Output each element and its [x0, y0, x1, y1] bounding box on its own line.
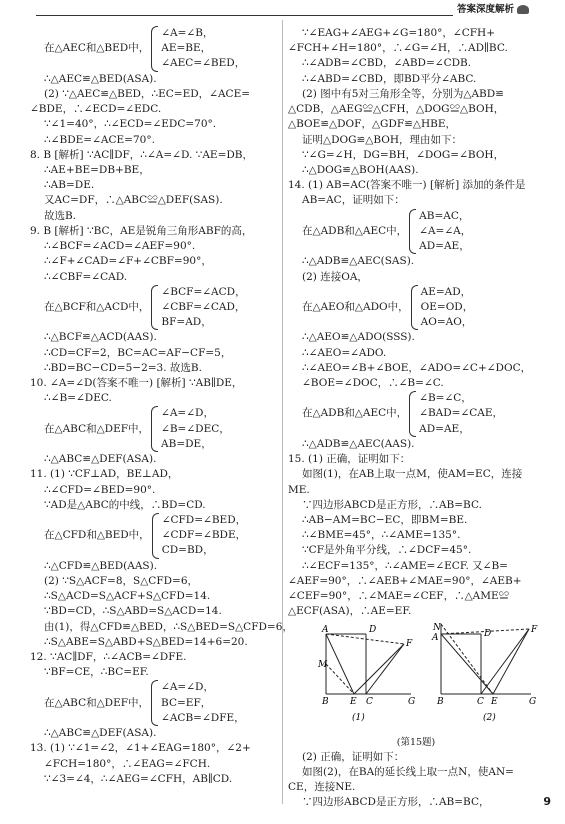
- text-line: ∴△ABC≌△DEF(ASA).: [44, 453, 157, 466]
- text-line: ∴∠BCF=∠ACD=∠AEF=90°.: [44, 240, 196, 253]
- brace: [151, 680, 158, 726]
- fig2-caption: (2): [483, 712, 496, 723]
- text-line: ∴△ADB≌△AEC(AAS).: [302, 437, 415, 450]
- fig1-label: D: [369, 624, 377, 635]
- column-divider: [282, 20, 283, 804]
- text-line: ∴∠ABD=∠CBD，即BD平分∠ABC.: [302, 72, 477, 85]
- equation-system: [30, 513, 278, 559]
- system-label: 在△ABC和△DEF中，: [44, 696, 150, 709]
- system-line: ∠CFD=∠BED，: [161, 514, 247, 526]
- fig1-cf: [366, 644, 404, 694]
- fig2-label: D: [484, 628, 492, 639]
- book-icon: [517, 5, 529, 14]
- brace: [151, 26, 158, 72]
- brace: [152, 513, 159, 559]
- text-line: ∴△ADB≌△AEC(SAS).: [302, 255, 415, 268]
- equation-system: [288, 209, 544, 255]
- system-line: AD=AE，: [419, 422, 470, 435]
- system-label: 在△ADB和△AEC中，: [302, 407, 408, 420]
- text-line: CE，连接NE.: [288, 780, 356, 793]
- text-line: ∵BD=CD，∴S△ABD=S△ACD=14.: [44, 605, 222, 618]
- text-line: ∴△DOG≌△BOH(AAS).: [302, 163, 419, 176]
- text-line: 15. (1) 正确，证明如下：: [288, 453, 411, 466]
- fig1-me: [326, 664, 354, 694]
- text-line: (2) 连接OA，: [302, 270, 368, 283]
- text-line: ∴∠CBF=∠CAD.: [44, 270, 128, 283]
- fig2-ef: [493, 629, 529, 694]
- text-line: ∴△CFD≌△BED(AAS).: [44, 559, 158, 572]
- fig2-label: B: [437, 696, 444, 707]
- fig1-label: G: [408, 696, 416, 707]
- brace: [411, 285, 418, 331]
- text-line: ∵∠1=40°，∴∠ECD=∠EDC=70°.: [44, 118, 217, 131]
- text-line: ∴S△ACD=S△ACF+S△CFD=14.: [44, 590, 211, 603]
- figure-caption: (第15题): [396, 736, 436, 748]
- system-label: 在△AEC和△BED中，: [44, 42, 150, 55]
- system-label: 在△ADB和△AEC中，: [302, 224, 408, 237]
- text-line: ∴S△ABE=S△ABD+S△BED=14+6=20.: [44, 635, 248, 648]
- system-line: AB=AC，: [419, 209, 470, 222]
- text-line: 10. ∠A=∠D(答案不唯一) [解析] ∵AB∥DE，: [30, 377, 243, 390]
- system-line: AO=AO，: [420, 316, 473, 329]
- system-line: ∠BAD=∠CAE，: [419, 407, 504, 420]
- text-line: ∴AB=DE.: [44, 179, 95, 192]
- text-line: ∵∠EAG+∠AEG+∠G=180°，∠CFH+: [302, 27, 495, 39]
- equation-system: [30, 406, 278, 452]
- system-line: ∠A=∠D，: [161, 681, 214, 694]
- text-line: 13. (1) ∵∠1=∠2，∠1+∠EAG=180°，∠2+: [30, 742, 251, 755]
- equation-system: [30, 680, 278, 726]
- system-label: 在△ABC和△DEF中，: [44, 422, 150, 435]
- text-line: ∴△AEC≌△BED(ASA).: [44, 72, 157, 85]
- text-line: ∴△BCF≌△ACD(AAS).: [44, 331, 157, 344]
- fig1-ef: [354, 644, 404, 694]
- text-line: 14. (1) AB=AC(答案不唯一) [解析] 添加的条件是: [288, 179, 526, 192]
- text-line: ∵AD是△ABC的中线，∴BD=CD.: [44, 498, 206, 511]
- text-line: ME.: [288, 483, 310, 496]
- fig1-ae: [326, 634, 354, 694]
- system-line: BC=EF，: [161, 696, 212, 709]
- system-line: ∠BCF=∠ACD，: [161, 285, 246, 298]
- fig2-label: F: [531, 624, 538, 635]
- system-line: AE=BE，: [161, 42, 212, 55]
- system-line: ∠B=∠C，: [419, 392, 472, 405]
- equation-system: [288, 285, 544, 331]
- text-line: ∠FCH+∠H=180°，∴∠G=∠H，∴AD∥BC.: [288, 42, 508, 55]
- fig2-label: C: [477, 696, 484, 707]
- text-line: ∴△ABC≌△DEF(ASA).: [44, 727, 157, 740]
- system-line: ∠CDF=∠BDE，: [161, 529, 247, 542]
- system-label: 在△BCF和△ACD中，: [44, 300, 150, 313]
- brace: [151, 406, 158, 452]
- system-line: AB=DE，: [161, 437, 212, 450]
- brace: [409, 209, 416, 255]
- header: [453, 3, 529, 17]
- system-line: ∠A=∠A，: [419, 224, 472, 237]
- fig2-label: E: [491, 696, 498, 707]
- text-line: (2) ∵△AEC≌△BED，∴EC=ED，∠ACE=: [44, 87, 251, 100]
- text-line: ∵四边形ABCD是正方形，∴AB=BC，: [302, 796, 490, 809]
- system-line: ∠A=∠B，: [161, 27, 214, 39]
- text-line: ∴∠AEO=∠B+∠BOE，∠ADO=∠C+∠DOC，: [302, 361, 532, 374]
- text-line: (2) 正确，证明如下：: [302, 750, 405, 763]
- left-column: [30, 26, 293, 787]
- text-line: ∠AEF=90°，∴∠AEB+∠MAE=90°，∠AEB+: [288, 574, 522, 587]
- text-line: 由(1)，得△CFD≌△BED，∴S△BED=S△CFD=6，: [44, 620, 293, 633]
- text-line: △ECF(ASA)，∴AE=EF.: [288, 605, 412, 618]
- text-line: (2) ∵S△ACF=8，S△CFD=6，: [44, 574, 199, 587]
- fig2-label: A: [432, 632, 439, 643]
- system-line: OE=OD，: [420, 300, 474, 313]
- text-line: 11. (1) ∵CF⊥AD，BE⊥AD，: [30, 468, 179, 481]
- text-line: ∠CEF=90°，∴∠MAE=∠CEF，∴△AME≌: [288, 590, 510, 603]
- text-line: ∴∠ADB=∠CBD，∠ABD=∠CDB.: [302, 57, 472, 70]
- text-line: ∴∠B=∠DEC.: [44, 392, 112, 405]
- fig1-af: [326, 634, 404, 644]
- fig2-label: G: [529, 696, 537, 707]
- text-line: ∠BDE，∴∠ECD=∠EDC.: [30, 103, 162, 116]
- equation-system: [288, 391, 544, 437]
- text-line: ∴△AEO≌△ADO(SSS).: [302, 331, 415, 344]
- text-line: ∠BOE=∠DOC，∴∠B=∠C.: [302, 377, 444, 390]
- text-line: 8. B [解析] ∵AC∥DF，∴∠A=∠D. ∵AE=DB，: [30, 148, 254, 161]
- text-line: 如图(2)，在BA的延长线上取一点N，使AN=: [302, 765, 514, 778]
- fig1-label: B: [322, 696, 329, 707]
- figure-15: [316, 624, 536, 729]
- text-line: 又AC=DF，∴△ABC≌△DEF(SAS).: [44, 194, 223, 207]
- text-line: ∴AB−AM=BC−EC，即BM=BE.: [302, 514, 468, 526]
- text-line: ∴∠F+∠CAD=∠F+∠CBF=90°，: [44, 255, 212, 268]
- page-number: 9: [543, 795, 551, 809]
- fig1-caption: (1): [352, 712, 365, 723]
- text-line: ∴CD=CF=2，BC=AC=AF−CF=5，: [44, 346, 232, 359]
- fig2-label: N: [433, 622, 441, 633]
- system-line: CD=BD，: [161, 544, 214, 557]
- text-line: ∵CF是外角平分线，∴∠DCF=45°.: [302, 544, 472, 557]
- system-line: BF=AD，: [161, 316, 212, 329]
- right-column: [288, 26, 544, 810]
- system-line: ∠A=∠D，: [161, 407, 214, 420]
- text-line: ∴∠AEO=∠ADO.: [302, 346, 387, 359]
- system-line: ∠CBF=∠CAD，: [161, 300, 246, 313]
- text-line: ∵BF=CE，∴BC=EF.: [44, 666, 149, 679]
- text-line: △BOE≌△DOF，△GDF≌△HBE，: [288, 118, 457, 131]
- brace: [409, 391, 416, 437]
- text-line: ∵∠3=∠4，∴∠AEG=∠CFH，AB∥CD.: [44, 772, 233, 785]
- system-line: ∠B=∠DEC，: [161, 422, 230, 435]
- system-label: 在△AEO和△ADO中，: [302, 300, 409, 313]
- system-label: 在△CFD和△BED中，: [44, 529, 150, 542]
- text-line: 证明△DOG≌△BOH，理由如下：: [302, 133, 463, 146]
- text-line: ∠FCH=180°，∴∠EAG=∠FCH.: [44, 757, 211, 770]
- equation-system: [30, 26, 278, 72]
- text-line: ∴BD=BC−CD=5−2=3. 故选B.: [44, 361, 202, 374]
- text-line: ∴∠ECF=135°，∴∠AME=∠ECF. 又∠B=: [302, 559, 508, 572]
- fig2-ae: [441, 634, 493, 694]
- equation-system: [30, 285, 278, 331]
- text-line: AB=AC，证明如下：: [302, 194, 405, 207]
- figure-container: [316, 624, 544, 734]
- text-line: 9. B [解析] ∵BC，AE是锐角三角形ABF的高，: [30, 224, 253, 237]
- text-line: 如图(1)，在AB上取一点M，使AM=EC，连接: [302, 468, 523, 481]
- text-line: (2) 图中有5对三角形全等，分别为△ABD≌: [302, 87, 504, 100]
- system-line: AE=AD，: [420, 285, 472, 298]
- system-line: AD=AE，: [419, 240, 470, 253]
- fig1-label: M: [318, 659, 328, 670]
- text-line: ∴AE+BE=DB+BE，: [44, 163, 150, 176]
- text-line: ∴∠BME=45°，∴∠AME=135°.: [302, 529, 461, 542]
- text-line: △CDB，△AEG≌△CFH，△DOG≌△BOH，: [288, 103, 505, 116]
- fig1-label: F: [406, 638, 413, 649]
- system-line: ∠AEC=∠BED，: [161, 57, 246, 70]
- brace: [151, 285, 158, 331]
- text-line: 12. ∵AC∥DF，∴∠ACB=∠DFE.: [30, 650, 187, 663]
- text-line: ∵∠G=∠H，DG=BH，∠DOG=∠BOH，: [302, 148, 505, 161]
- fig1-label: A: [322, 624, 329, 635]
- header-title: 答案深度解析: [456, 4, 514, 15]
- text-line: 故选B.: [44, 209, 77, 222]
- text-line: ∴∠BDE=∠ACE=70°.: [44, 133, 155, 146]
- fig1-label: E: [350, 696, 357, 707]
- fig1-label: C: [366, 696, 373, 707]
- text-line: ∴∠CFD=∠BED=90°.: [44, 483, 156, 496]
- text-line: ∵四边形ABCD是正方形，∴AB=BC.: [302, 498, 482, 511]
- system-line: ∠ACB=∠DFE，: [161, 711, 245, 724]
